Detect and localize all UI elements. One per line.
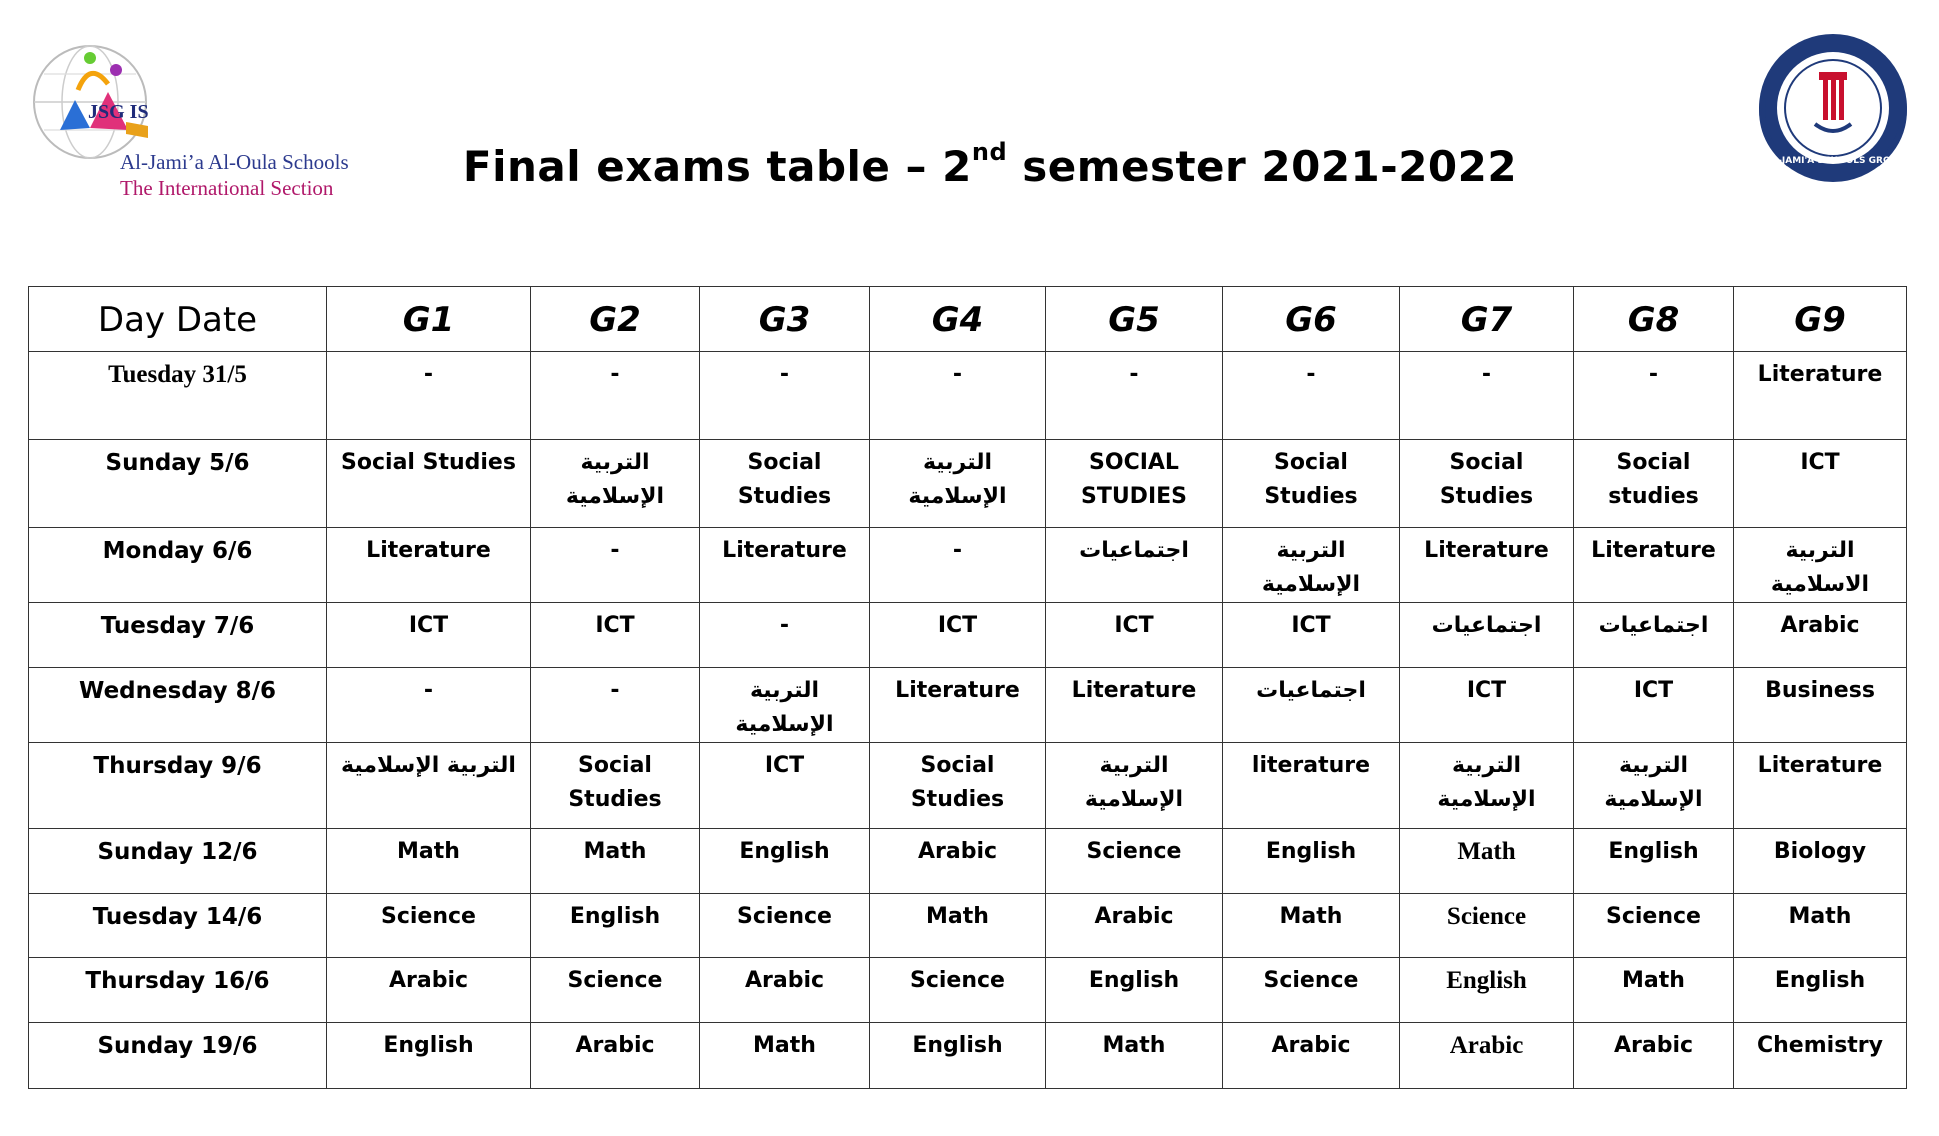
exam-cell: Literature <box>1046 668 1223 743</box>
exam-cell: Science <box>1046 829 1223 894</box>
exam-cell: Literature <box>1734 743 1907 829</box>
exam-cell: Science <box>700 894 870 958</box>
exam-cell: Arabic <box>1574 1023 1734 1089</box>
exam-cell: - <box>531 668 700 743</box>
exam-cell: Social Studies <box>870 743 1046 829</box>
table-row <box>29 603 1907 668</box>
exam-cell: English <box>1046 958 1223 1023</box>
exam-cell: Literature <box>700 528 870 603</box>
exam-cell: - <box>1574 352 1734 440</box>
exam-cell: SOCIAL STUDIES <box>1046 440 1223 528</box>
exam-cell: - <box>1046 352 1223 440</box>
exam-cell: ICT <box>700 743 870 829</box>
exam-cell: - <box>327 352 531 440</box>
day-cell: Thursday 9/6 <box>29 743 327 829</box>
day-cell: Tuesday 31/5 <box>29 352 327 440</box>
day-cell: Monday 6/6 <box>29 528 327 603</box>
exam-cell: Social Studies <box>1400 440 1574 528</box>
exam-cell: Math <box>870 894 1046 958</box>
table-row <box>29 528 1907 603</box>
exam-cell: Social Studies <box>327 440 531 528</box>
exam-cell: التربية الإسلامية <box>1400 743 1574 829</box>
table-row <box>29 829 1907 894</box>
exam-cell: Math <box>1734 894 1907 958</box>
day-cell: Thursday 16/6 <box>29 958 327 1023</box>
exam-cell: - <box>870 528 1046 603</box>
exam-cell: English <box>1400 958 1574 1023</box>
table-row <box>29 352 1907 440</box>
day-cell: Tuesday 7/6 <box>29 603 327 668</box>
exam-cell: Science <box>1574 894 1734 958</box>
title-main: Final exams table – 2 <box>462 142 972 191</box>
exam-cell: English <box>1734 958 1907 1023</box>
exam-cell: Math <box>1400 829 1574 894</box>
day-cell: Wednesday 8/6 <box>29 668 327 743</box>
exam-cell: ICT <box>327 603 531 668</box>
table-row <box>29 668 1907 743</box>
table-row <box>29 958 1907 1023</box>
exam-cell: English <box>531 894 700 958</box>
school-logo <box>30 30 370 205</box>
exam-cell: Science <box>1400 894 1574 958</box>
exam-cell: ICT <box>1223 603 1400 668</box>
exam-cell: Literature <box>1734 352 1907 440</box>
title-rest: semester 2021-2022 <box>1007 142 1518 191</box>
page-title <box>440 138 1540 191</box>
exam-cell: - <box>531 528 700 603</box>
exam-cell: - <box>1400 352 1574 440</box>
exam-cell: - <box>1223 352 1400 440</box>
day-cell: Tuesday 14/6 <box>29 894 327 958</box>
exam-cell: - <box>700 603 870 668</box>
exam-cell: Math <box>1046 1023 1223 1089</box>
exam-cell: - <box>870 352 1046 440</box>
exam-cell: التربية الإسلامية <box>1574 743 1734 829</box>
exam-cell: اجتماعيات <box>1223 668 1400 743</box>
header-g8: G8 <box>1574 287 1734 352</box>
globe-books-icon <box>30 30 150 160</box>
exam-cell: Arabic <box>870 829 1046 894</box>
table-row <box>29 1023 1907 1089</box>
header-g1: G1 <box>327 287 531 352</box>
exam-cell: Social studies <box>1574 440 1734 528</box>
exam-cell: Math <box>1574 958 1734 1023</box>
table-header-row <box>29 287 1907 352</box>
exam-cell: ICT <box>1574 668 1734 743</box>
exam-cell: Business <box>1734 668 1907 743</box>
section-name: The International Section <box>120 176 334 200</box>
exam-cell: Literature <box>1400 528 1574 603</box>
exam-cell: ICT <box>1734 440 1907 528</box>
exam-cell: ICT <box>1046 603 1223 668</box>
exam-cell: التربية الإسلامية <box>1223 528 1400 603</box>
exam-cell: Arabic <box>1400 1023 1574 1089</box>
exam-cell: التربية الإسلامية <box>700 668 870 743</box>
exam-cell: English <box>1574 829 1734 894</box>
exam-cell: English <box>327 1023 531 1089</box>
exam-cell: - <box>700 352 870 440</box>
exam-cell: التربية الإسلامية <box>870 440 1046 528</box>
exam-cell: Literature <box>870 668 1046 743</box>
exam-cell: Science <box>870 958 1046 1023</box>
school-name: Al-Jami’a Al-Oula Schools <box>120 150 349 174</box>
header-day-date: Day Date <box>29 287 327 352</box>
exam-cell: التربية الاسلامية <box>1734 528 1907 603</box>
exam-cell: Arabic <box>1734 603 1907 668</box>
exam-cell: Chemistry <box>1734 1023 1907 1089</box>
exam-cell: - <box>327 668 531 743</box>
exam-cell: Science <box>327 894 531 958</box>
exam-cell: Math <box>700 1023 870 1089</box>
table-row <box>29 743 1907 829</box>
group-emblem <box>1745 28 1925 188</box>
exam-cell: Biology <box>1734 829 1907 894</box>
table-row <box>29 894 1907 958</box>
exams-table <box>28 286 1907 1089</box>
header-g5: G5 <box>1046 287 1223 352</box>
header-g6: G6 <box>1223 287 1400 352</box>
exam-cell: التربية الإسلامية <box>531 440 700 528</box>
logo-initials: JSG IS <box>88 101 149 123</box>
exam-cell: Arabic <box>327 958 531 1023</box>
exam-cell: Social Studies <box>1223 440 1400 528</box>
exam-cell: اجتماعيات <box>1400 603 1574 668</box>
exam-cell: اجتماعيات <box>1574 603 1734 668</box>
exam-cell: Math <box>327 829 531 894</box>
exam-cell: - <box>531 352 700 440</box>
exam-cell: ICT <box>870 603 1046 668</box>
exam-cell: Arabic <box>1046 894 1223 958</box>
exam-cell: ICT <box>531 603 700 668</box>
exam-cell: التربية الإسلامية <box>327 743 531 829</box>
exam-cell: Science <box>531 958 700 1023</box>
exam-cell: Arabic <box>1223 1023 1400 1089</box>
header-g7: G7 <box>1400 287 1574 352</box>
table-row <box>29 440 1907 528</box>
exam-cell: اجتماعيات <box>1046 528 1223 603</box>
day-cell: Sunday 19/6 <box>29 1023 327 1089</box>
exam-cell: Arabic <box>700 958 870 1023</box>
emblem-text: AL-JAMI'A SCHOOLS GROUP <box>1765 156 1905 166</box>
exam-cell: English <box>1223 829 1400 894</box>
exam-cell: Social Studies <box>700 440 870 528</box>
exam-cell: Social Studies <box>531 743 700 829</box>
exam-cell: Math <box>531 829 700 894</box>
exam-cell: literature <box>1223 743 1400 829</box>
exam-cell: ICT <box>1400 668 1574 743</box>
header-g3: G3 <box>700 287 870 352</box>
exam-cell: Math <box>1223 894 1400 958</box>
title-ordinal: nd <box>971 138 1008 166</box>
exam-cell: Literature <box>1574 528 1734 603</box>
exam-cell: التربية الإسلامية <box>1046 743 1223 829</box>
day-cell: Sunday 5/6 <box>29 440 327 528</box>
exam-cell: English <box>870 1023 1046 1089</box>
exam-cell: Science <box>1223 958 1400 1023</box>
exam-cell: English <box>700 829 870 894</box>
header-g9: G9 <box>1734 287 1907 352</box>
day-cell: Sunday 12/6 <box>29 829 327 894</box>
exam-cell: Literature <box>327 528 531 603</box>
exam-cell: Arabic <box>531 1023 700 1089</box>
header-g4: G4 <box>870 287 1046 352</box>
header-g2: G2 <box>531 287 700 352</box>
